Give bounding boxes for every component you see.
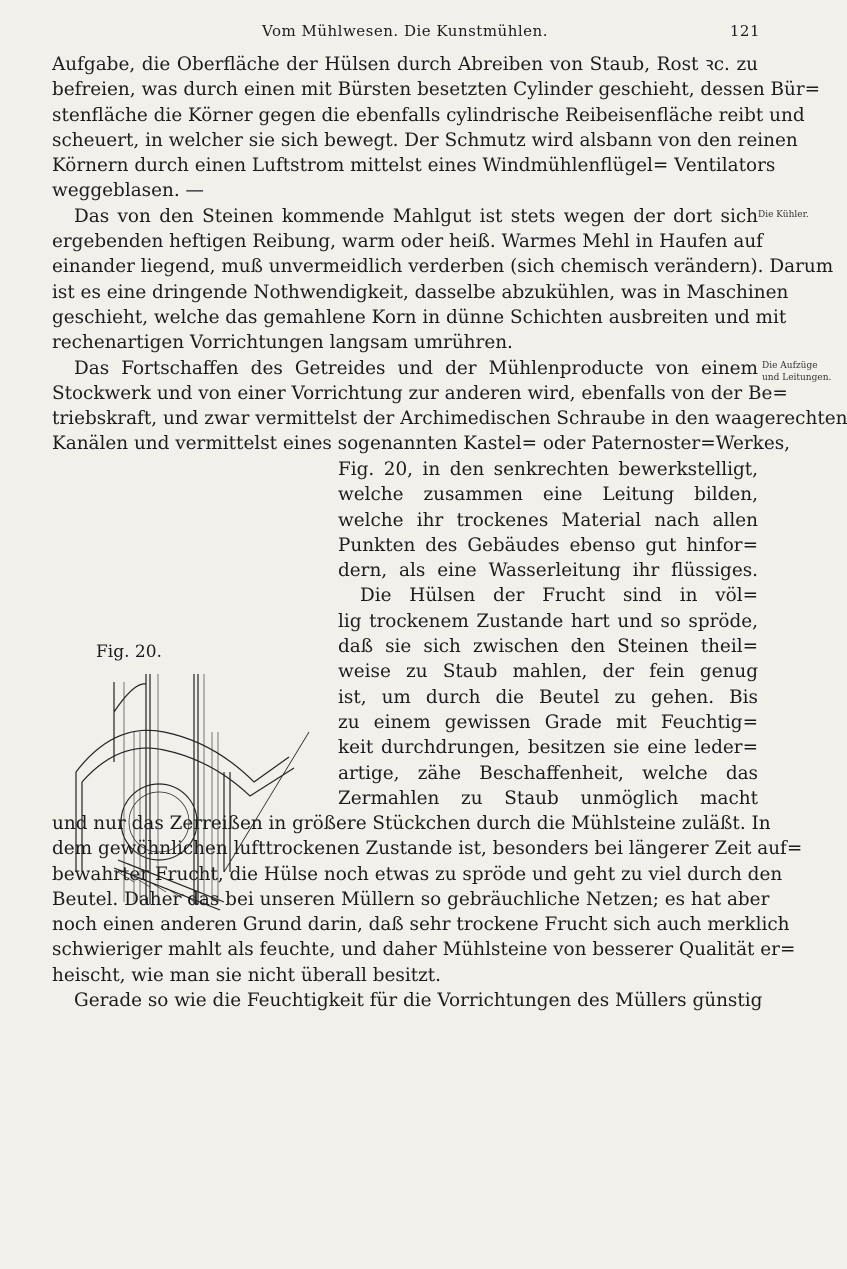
text-line: Das von den Steinen kommende Mahlgut ist stets wegen der dort sich (74, 205, 758, 227)
text-line: rechenartigen Vorrichtungen langsam umrühren. (52, 332, 513, 354)
text-line: welche ihr trockenes Material nach allen (338, 509, 758, 531)
text-line: weggeblasen. — (52, 180, 204, 202)
text-line: Körnern durch einen Luftstrom mittelst eines Windmühlenflügel= Ventilators (52, 155, 776, 177)
page-header (50, 22, 760, 48)
margin-note-aufzuege: Die Aufzüge (762, 361, 818, 371)
text-line: ist, um durch die Beutel zu gehen. Bis (338, 686, 758, 708)
text-line: scheuert, in welcher sie sich bewegt. Der Schmutz wird alsbann von den reinen (52, 129, 798, 151)
text-line: dern, als eine Wasserleitung ihr flüssiges. (338, 560, 758, 582)
figure-label: Fig. 20. (96, 642, 162, 662)
text-line: lig trockenem Zustande hart und so spröde, (338, 610, 758, 632)
text-line: geschieht, welche das gemahlene Korn in dünne Schichten ausbreiten und mit (52, 306, 787, 328)
text-line: bewahrter Frucht, die Hülse noch etwas zu spröde und geht zu viel durch den (52, 863, 783, 885)
margin-note-kuehler: Die Kühler. (758, 210, 809, 220)
text-line: Punkten des Gebäudes ebenso gut hinfor= (338, 534, 758, 556)
text-line: keit durchdrungen, besitzen sie eine leder= (338, 737, 758, 759)
text-line: und nur das Zerreißen in größere Stückchen durch die Mühlsteine zuläßt. In (52, 813, 771, 834)
text-line: Aufgabe, die Oberfläche der Hülsen durch Abreiben von Staub, Rost ꝛc. zu (52, 54, 758, 75)
text-line: befreien, was durch einen mit Bürsten besetzten Cylinder geschieht, dessen Bür= (52, 79, 821, 101)
text-line: weise zu Staub mahlen, der fein genug (338, 661, 758, 683)
text-line: Beutel. Daher das bei unseren Müllern so gebräuchliche Netzen; es hat aber (52, 888, 770, 910)
text-line: triebskraft, und zwar vermittelst der Archimedischen Schraube in den waagerechten (52, 408, 847, 430)
text-line: dem gewöhnlichen lufttrockenen Zustande ist, besonders bei längerer Zeit auf= (52, 838, 803, 860)
text-line: stenfläche die Körner gegen die ebenfalls cylindrische Reibeisenfläche reibt und (52, 104, 805, 126)
text-line: artige, zähe Beschaffenheit, welche das (338, 762, 758, 784)
text-line: Stockwerk und von einer Vorrichtung zur anderen wird, ebenfalls von der Be= (52, 382, 788, 404)
margin-note-leitungen: und Leitungen. (762, 373, 832, 383)
text-line: noch einen anderen Grund darin, daß sehr trockene Frucht sich auch merklich (52, 914, 790, 936)
text-line: einander liegend, muß unvermeidlich verderben (sich chemisch verändern). Darum (52, 256, 834, 278)
text-line: Zermahlen zu Staub unmöglich macht (338, 787, 758, 809)
page-number: 121 (729, 22, 760, 40)
text-line: ist es eine dringende Nothwendigkeit, dasselbe abzukühlen, was in Maschinen (52, 281, 789, 303)
text-line: heischt, wie man sie nicht überall besitzt. (52, 964, 442, 986)
text-line: ergebenden heftigen Reibung, warm oder heiß. Warmes Mehl in Haufen auf (52, 231, 763, 253)
text-line: Gerade so wie die Feuchtigkeit für die Vorrichtungen des Müllers günstig (74, 990, 763, 1012)
text-line: welche zusammen eine Leitung bilden, (338, 484, 758, 506)
text-line: schwieriger mahlt als feuchte, und daher Mühlsteine von besserer Qualität er= (52, 939, 796, 961)
text-line: Das Fortschaffen des Getreides und der Mühlenproducte von einem (74, 357, 758, 379)
text-block-side (338, 457, 758, 811)
text-block-bottom (52, 811, 803, 1013)
text-line: Kanälen und vermittelst eines sogenannten Kastel= oder Paternoster=Werkes, (52, 433, 790, 455)
running-title: Vom Mühlwesen. Die Kunstmühlen. (262, 22, 548, 40)
text-line: Fig. 20, in den senkrechten bewerkstelligt, (338, 459, 758, 480)
text-line: zu einem gewissen Grade mit Feuchtig= (338, 711, 758, 733)
text-line: daß sie sich zwischen den Steinen theil= (338, 636, 758, 658)
text-line: Die Hülsen der Frucht sind in völ= (360, 585, 758, 607)
